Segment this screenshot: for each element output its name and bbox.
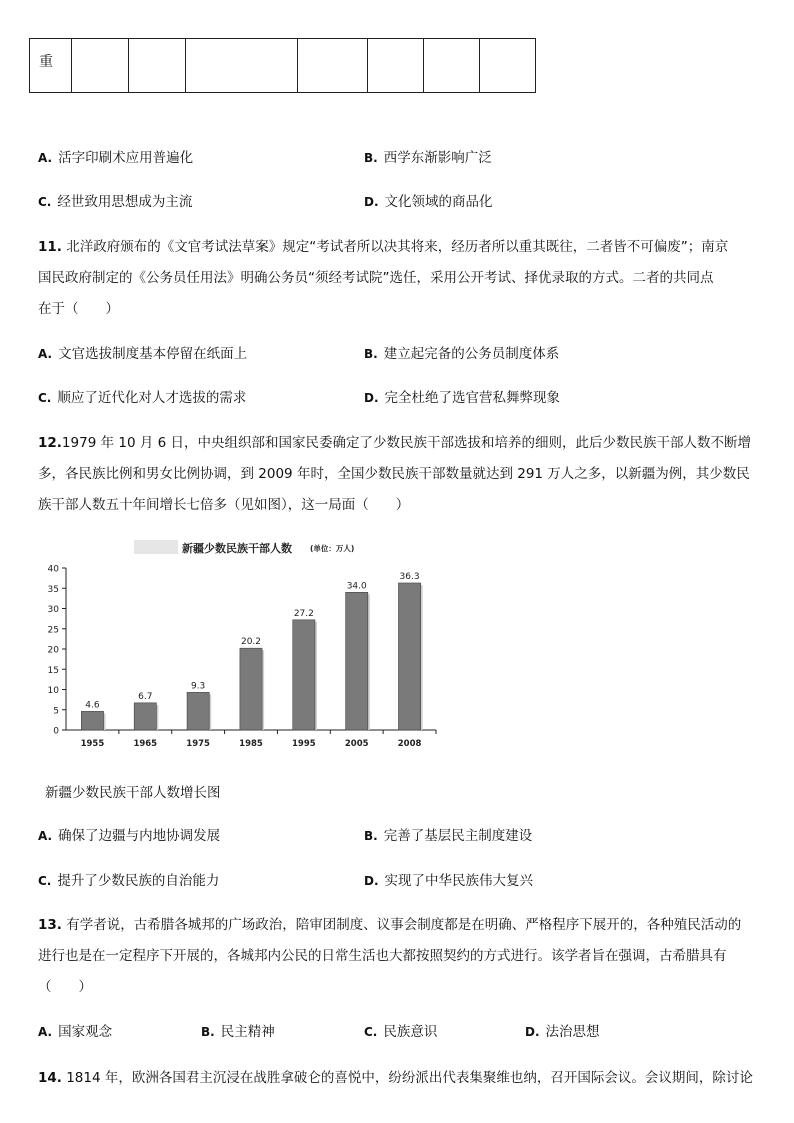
q12-line-2: 多，各民族比例和男女比例协调，到 2009 年时，全国少数民族干部数量就达到 291 万人之多，以新疆为例，其少数民 (38, 466, 750, 482)
bar (346, 592, 368, 730)
chart-caption: 新疆少数民族干部人数增长图 (45, 785, 221, 801)
q11-line-1: 11. 北洋政府颁布的《文官考试法草案》规定“考试者所以决其将来，经历者所以重其既往，二者皆不可偏废”；南京 (38, 239, 729, 255)
answer-table (29, 38, 536, 93)
table-cell (72, 39, 129, 93)
data-label: 6.7 (138, 691, 153, 702)
bar (134, 703, 156, 730)
y-tick-label: 10 (47, 686, 59, 696)
x-tick-label: 1965 (133, 739, 158, 749)
option-d[interactable]: D. 法治思想 (525, 1024, 600, 1040)
chart-title: 新疆少数民族干部人数 (182, 542, 292, 555)
data-label: 34.0 (346, 581, 367, 592)
bar (398, 583, 420, 730)
bar-chart (34, 538, 446, 752)
data-label: 4.6 (85, 700, 100, 711)
option-d[interactable]: D. 实现了中华民族伟大复兴 (364, 873, 534, 889)
option-a[interactable]: A. 国家观念 (38, 1024, 113, 1040)
option-a[interactable]: A. 文官选拔制度基本停留在纸面上 (38, 346, 248, 362)
table-cell (186, 39, 298, 93)
table-cell (368, 39, 424, 93)
q12-options-row-1 (38, 824, 758, 844)
q14-line-1: 14. 1814 年，欧洲各国君主沉浸在战胜拿破仑的喜悦中，纷纷派出代表集聚维也纳，召开国际会议。会议期间，除讨论 (38, 1070, 753, 1086)
q11-options-row-1 (38, 342, 758, 362)
data-label: 27.2 (293, 608, 314, 619)
x-tick-label: 1985 (239, 739, 263, 749)
table-cell (298, 39, 368, 93)
x-tick-label: 1995 (292, 739, 316, 749)
y-tick-label: 25 (47, 625, 59, 636)
option-b[interactable]: B. 完善了基层民主制度建设 (364, 828, 533, 844)
q10-options-row-2 (38, 190, 758, 210)
chart-svg (34, 538, 446, 752)
option-c[interactable]: C. 民族意识 (364, 1024, 438, 1040)
table-cell (129, 39, 186, 93)
option-c[interactable]: C. 提升了少数民族的自治能力 (38, 873, 220, 889)
bar (293, 620, 315, 730)
option-c[interactable]: C. 顺应了近代化对人才选拔的需求 (38, 390, 247, 406)
bar (240, 648, 262, 730)
q13-line-3: （ ） (38, 979, 92, 995)
x-tick-label: 2005 (344, 739, 369, 749)
y-tick-label: 35 (47, 584, 59, 595)
q13-line-2: 进行也是在一定程序下开展的，各城邦内公民的日常生活也大都按照契约的方式进行。该学者旨在强调，古希腊具有 (38, 948, 727, 964)
option-b[interactable]: B. 建立起完备的公务员制度体系 (364, 346, 560, 362)
y-tick-label: 30 (47, 605, 59, 615)
y-tick-label: 5 (53, 706, 59, 717)
q12-line-1: 12.1979 年 10 月 6 日，中央组织部和国家民委确定了少数民族干部选拔和培养的细则，此后少数民族干部人数不断增 (38, 435, 752, 451)
y-tick-label: 0 (53, 726, 59, 737)
x-tick-label: 2008 (397, 739, 422, 749)
option-d[interactable]: D. 文化领域的商品化 (364, 194, 493, 210)
q12-options-row-2 (38, 869, 758, 889)
q12-line-3: 族干部人数五十年间增长七倍多（见如图），这一局面（ ） (38, 497, 410, 513)
option-a[interactable]: A. 活字印刷术应用普遍化 (38, 150, 194, 166)
y-tick-label: 20 (47, 645, 59, 656)
q11-line-3: 在于（ ） (38, 301, 119, 317)
option-a[interactable]: A. 确保了边疆与内地协调发展 (38, 828, 221, 844)
bar (187, 692, 209, 730)
table-cell (480, 39, 536, 93)
data-label: 36.3 (399, 571, 420, 582)
data-label: 20.2 (240, 637, 262, 648)
x-tick-label: 1975 (186, 739, 210, 749)
chart-title-smudge (134, 540, 178, 554)
table-cell (424, 39, 480, 93)
chart-unit-note: (单位：万人) (310, 544, 355, 553)
bar (81, 711, 103, 730)
option-b[interactable]: B. 民主精神 (201, 1024, 275, 1040)
y-tick-label: 15 (47, 665, 59, 676)
q10-options-row-1 (38, 146, 758, 166)
option-b[interactable]: B. 西学东渐影响广泛 (364, 150, 492, 166)
option-d[interactable]: D. 完全杜绝了选官营私舞弊现象 (364, 390, 561, 406)
data-label: 9.3 (190, 681, 206, 692)
q11-line-2: 国民政府制定的《公务员任用法》明确公务员“须经考试院”选任，采用公开考试、择优录取的方式。二者的共同点 (38, 270, 714, 286)
y-tick-label: 40 (47, 564, 59, 575)
x-tick-label: 1955 (80, 739, 105, 749)
option-c[interactable]: C. 经世致用思想成为主流 (38, 194, 193, 210)
q13-line-1: 13. 有学者说，古希腊各城邦的广场政治，陪审团制度、议事会制度都是在明确、严格程序下展开的，各种殖民活动的 (38, 917, 742, 933)
q13-options-row (38, 1020, 758, 1040)
q11-options-row-2 (38, 386, 758, 406)
table-cell: 重 (30, 39, 72, 93)
